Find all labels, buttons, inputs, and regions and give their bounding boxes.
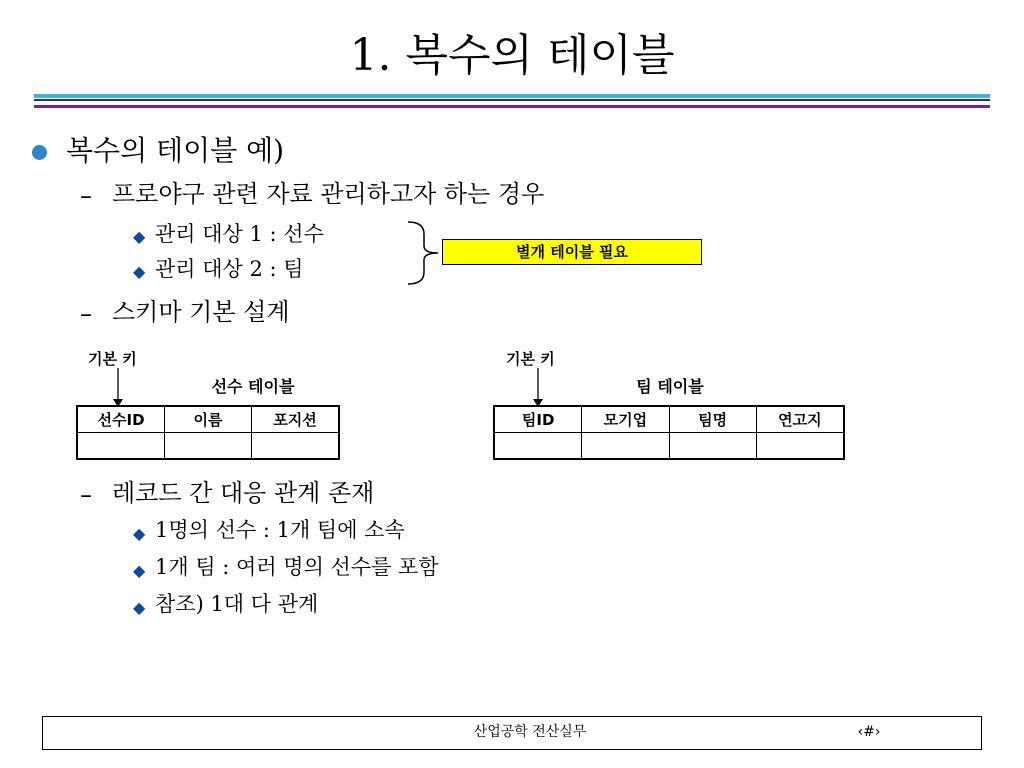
bullet-text: 복수의 테이블 예): [66, 134, 285, 167]
table-row: [494, 433, 844, 460]
page-title: 1. 복수의 테이블: [349, 30, 675, 81]
bullet-icon: [32, 145, 47, 160]
table-cell: [669, 433, 756, 460]
team-table: [493, 405, 845, 460]
diamond-icon: ◆: [133, 561, 146, 580]
table-cell: [582, 433, 669, 460]
sub1-item-2: 관리 대상 2 : 팀: [155, 257, 304, 281]
table-cell: [494, 433, 582, 460]
sub2-text: 스키마 기본 설계: [112, 298, 290, 326]
table-cell: [756, 433, 844, 460]
table-header-cell: 포지션: [252, 406, 339, 433]
diamond-icon: ◆: [133, 524, 146, 543]
table-cell: [77, 433, 165, 460]
table-cell: [165, 433, 252, 460]
down-arrow-icon: [532, 368, 544, 408]
diamond-icon: ◆: [133, 227, 146, 246]
player-table-title: 선수 테이블: [211, 377, 295, 396]
title-rule-teal: [34, 94, 990, 98]
team-key-label: 기본 키: [506, 350, 555, 368]
table-cell: [252, 433, 339, 460]
page-number: ‹#›: [857, 724, 881, 740]
footer-center: 산업공학 전산실무: [473, 724, 587, 740]
right-curly-brace-icon: [402, 220, 442, 286]
table-header-cell: 연고지: [756, 406, 844, 433]
table-header-cell: 이름: [165, 406, 252, 433]
table-header-cell: 팀명: [669, 406, 756, 433]
diamond-icon: ◆: [133, 598, 146, 617]
title-rule-purple: [34, 105, 990, 108]
table-header-row: [77, 406, 339, 433]
sub3-text: 레코드 간 대응 관계 존재: [112, 479, 375, 507]
sub1-item-1: 관리 대상 1 : 선수: [155, 222, 324, 246]
down-arrow-icon: [112, 368, 124, 408]
team-table-title: 팀 테이블: [636, 377, 704, 396]
player-table: [76, 405, 340, 460]
dash-icon: –: [80, 481, 92, 509]
diamond-icon: ◆: [133, 262, 146, 281]
sub3-item-3: 참조) 1대 다 관계: [155, 592, 319, 616]
table-header-cell: 선수ID: [77, 406, 165, 433]
table-header-row: [494, 406, 844, 433]
sub3-item-1: 1명의 선수 : 1개 팀에 소속: [155, 518, 405, 542]
player-key-label: 기본 키: [88, 350, 137, 368]
title-rule-blue: [34, 99, 990, 101]
dash-icon: –: [80, 182, 92, 210]
table-row: [77, 433, 339, 460]
sub3-item-2: 1개 팀 : 여러 명의 선수를 포함: [155, 555, 439, 579]
sub1-text: 프로야구 관련 자료 관리하고자 하는 경우: [112, 180, 545, 208]
callout-box: 별개 테이블 필요: [442, 239, 702, 265]
dash-icon: –: [80, 300, 92, 328]
table-header-cell: 팀ID: [494, 406, 582, 433]
table-header-cell: 모기업: [582, 406, 669, 433]
